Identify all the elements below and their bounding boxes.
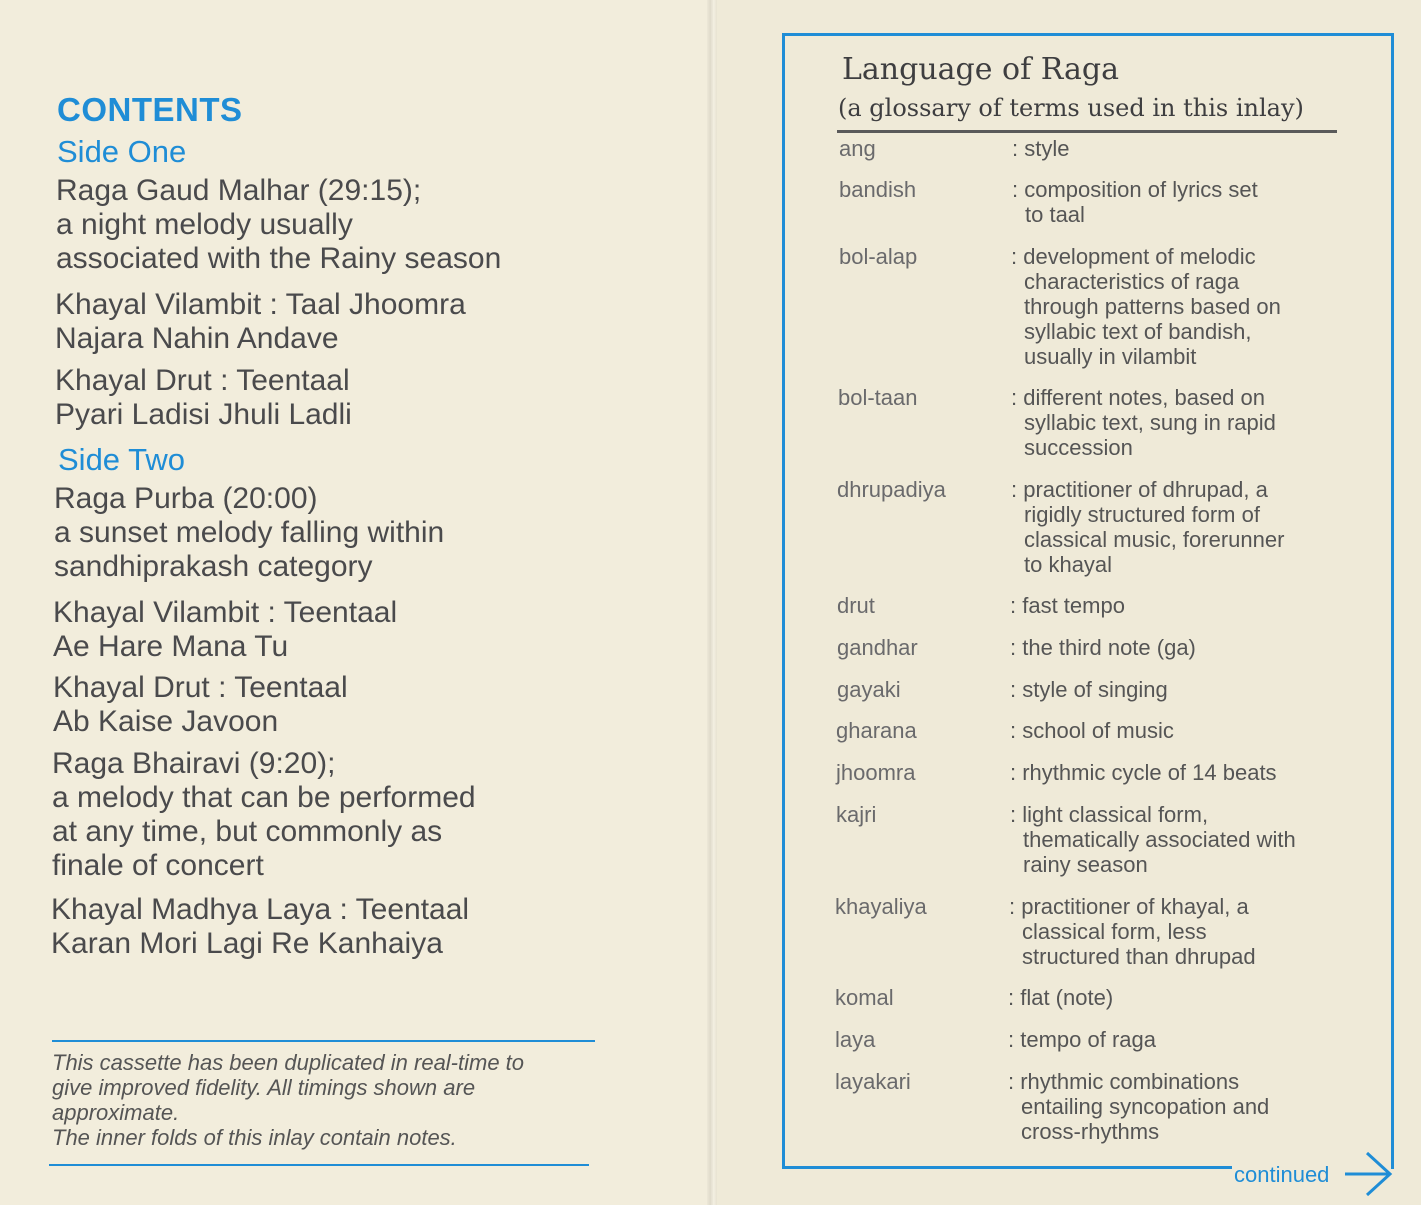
side-two-heading: Side Two [58, 442, 185, 477]
track-line: Ae Hare Mana Tu [53, 630, 289, 663]
definition-line: structured than dhrupad [1022, 944, 1256, 969]
definition-line: : light classical form, [1010, 802, 1209, 827]
glossary-definition [1011, 477, 1351, 577]
track-entry [52, 747, 652, 883]
track-line: Khayal Madhya Laya : Teentaal [51, 893, 470, 926]
glossary-term: komal [835, 985, 894, 1010]
glossary-definition [1010, 802, 1350, 877]
glossary-title-rule [837, 130, 1337, 133]
track-line: Najara Nahin Andave [55, 322, 339, 355]
definition-line: through patterns based on [1024, 294, 1281, 319]
track-line: Khayal Drut : Teentaal [55, 364, 350, 397]
track-line: finale of concert [52, 849, 264, 882]
definition-line: : rhythmic cycle of 14 beats [1010, 760, 1277, 785]
continued-label: continued [1234, 1162, 1330, 1187]
definition-line: cross-rhythms [1021, 1119, 1160, 1144]
footnote-line: This cassette has been duplicated in real-time to [52, 1050, 525, 1075]
definition-line: : rhythmic combinations [1008, 1069, 1240, 1094]
definition-line: syllabic text of bandish, [1024, 319, 1252, 344]
glossary-term: gandhar [837, 635, 918, 660]
glossary-definition [1010, 593, 1350, 618]
glossary-term: khayaliya [835, 894, 927, 919]
glossary-definition [1009, 894, 1349, 969]
definition-line: syllabic text, sung in rapid [1024, 410, 1276, 435]
glossary-term: gharana [836, 718, 917, 743]
glossary-frame-bottom [782, 1166, 1232, 1169]
track-line: Karan Mori Lagi Re Kanhaiya [51, 927, 443, 960]
glossary-definition [1011, 244, 1351, 369]
glossary-subtitle: (a glossary of terms used in this inlay) [838, 94, 1304, 122]
track-line: Khayal Vilambit : Taal Jhoomra [55, 288, 466, 321]
track-entry [55, 288, 655, 356]
glossary-term: bandish [839, 177, 917, 202]
glossary-definition [1010, 718, 1350, 743]
definition-line: : different notes, based on [1011, 385, 1265, 410]
glossary-term: laya [835, 1027, 876, 1052]
definition-line: : development of melodic [1011, 244, 1256, 269]
track-line: Raga Purba (20:00) [54, 482, 318, 515]
definition-line: classical music, forerunner [1024, 527, 1285, 552]
track-line: associated with the Rainy season [56, 242, 502, 275]
track-entry [53, 596, 653, 664]
definition-line: : tempo of raga [1008, 1027, 1156, 1052]
definition-line: succession [1024, 435, 1133, 460]
track-line: sandhiprakash category [54, 550, 373, 583]
glossary-term: bol-alap [839, 244, 918, 269]
definition-line: : practitioner of dhrupad, a [1011, 477, 1268, 502]
glossary-term: kajri [836, 802, 877, 827]
track-entry [55, 364, 655, 432]
definition-line: rainy season [1023, 852, 1148, 877]
footnote [52, 1050, 612, 1150]
definition-line: : style [1012, 136, 1070, 161]
glossary-definition [1010, 677, 1350, 702]
glossary-term: jhoomra [836, 760, 916, 785]
footnote-top-rule [52, 1040, 595, 1042]
glossary-term: layakari [835, 1069, 911, 1094]
definition-line: usually in vilambit [1024, 344, 1197, 369]
definition-line: : school of music [1010, 718, 1174, 743]
definition-line: : composition of lyrics set [1012, 177, 1258, 202]
track-line: a melody that can be performed [52, 781, 476, 814]
arrow-right-icon [1345, 1150, 1395, 1196]
track-line: a night melody usually [56, 208, 353, 241]
glossary-definition [1010, 760, 1350, 785]
track-line: Raga Gaud Malhar (29:15); [56, 174, 422, 207]
footnote-line: The inner folds of this inlay contain notes. [52, 1125, 457, 1150]
definition-line: : the third note (ga) [1010, 635, 1196, 660]
track-line: Pyari Ladisi Jhuli Ladli [55, 398, 352, 431]
glossary-definition [1008, 1069, 1348, 1144]
glossary-definition [1012, 136, 1352, 161]
track-line: Khayal Vilambit : Teentaal [53, 596, 398, 629]
track-entry [51, 893, 651, 961]
glossary-title: Language of Raga [842, 52, 1119, 87]
glossary-definition [1010, 635, 1350, 660]
glossary-term: bol-taan [838, 385, 918, 410]
track-line: at any time, but commonly as [52, 815, 443, 848]
glossary-definition [1011, 385, 1351, 460]
definition-line: to taal [1025, 202, 1085, 227]
definition-line: : flat (note) [1008, 985, 1114, 1010]
glossary-term: drut [837, 593, 875, 618]
glossary-definition [1008, 1027, 1348, 1052]
track-entry [53, 671, 653, 739]
definition-line: rigidly structured form of [1024, 502, 1260, 527]
track-entry [56, 174, 656, 276]
track-line: Khayal Drut : Teentaal [53, 671, 348, 704]
footnote-line: approximate. [52, 1100, 180, 1125]
definition-line: : practitioner of khayal, a [1009, 894, 1249, 919]
contents-title: CONTENTS [57, 91, 243, 128]
definition-line: thematically associated with [1023, 827, 1296, 852]
track-line: Ab Kaise Javoon [53, 705, 279, 738]
definition-line: to khayal [1024, 552, 1113, 577]
glossary-definition [1012, 177, 1352, 227]
definition-line: : style of singing [1010, 677, 1168, 702]
glossary-term: ang [839, 136, 876, 161]
side-one-heading: Side One [57, 134, 187, 169]
track-line: Raga Bhairavi (9:20); [52, 747, 336, 780]
fold-crease [707, 0, 717, 1205]
definition-line: classical form, less [1022, 919, 1207, 944]
definition-line: entailing syncopation and [1021, 1094, 1270, 1119]
footnote-bottom-rule [49, 1164, 589, 1166]
glossary-term: dhrupadiya [837, 477, 946, 502]
definition-line: characteristics of raga [1024, 269, 1240, 294]
definition-line: : fast tempo [1010, 593, 1125, 618]
footnote-line: give improved fidelity. All timings shown are [52, 1075, 476, 1100]
glossary-term: gayaki [837, 677, 901, 702]
track-entry [54, 482, 654, 584]
track-line: a sunset melody falling within [54, 516, 445, 549]
glossary-definition [1008, 985, 1348, 1010]
